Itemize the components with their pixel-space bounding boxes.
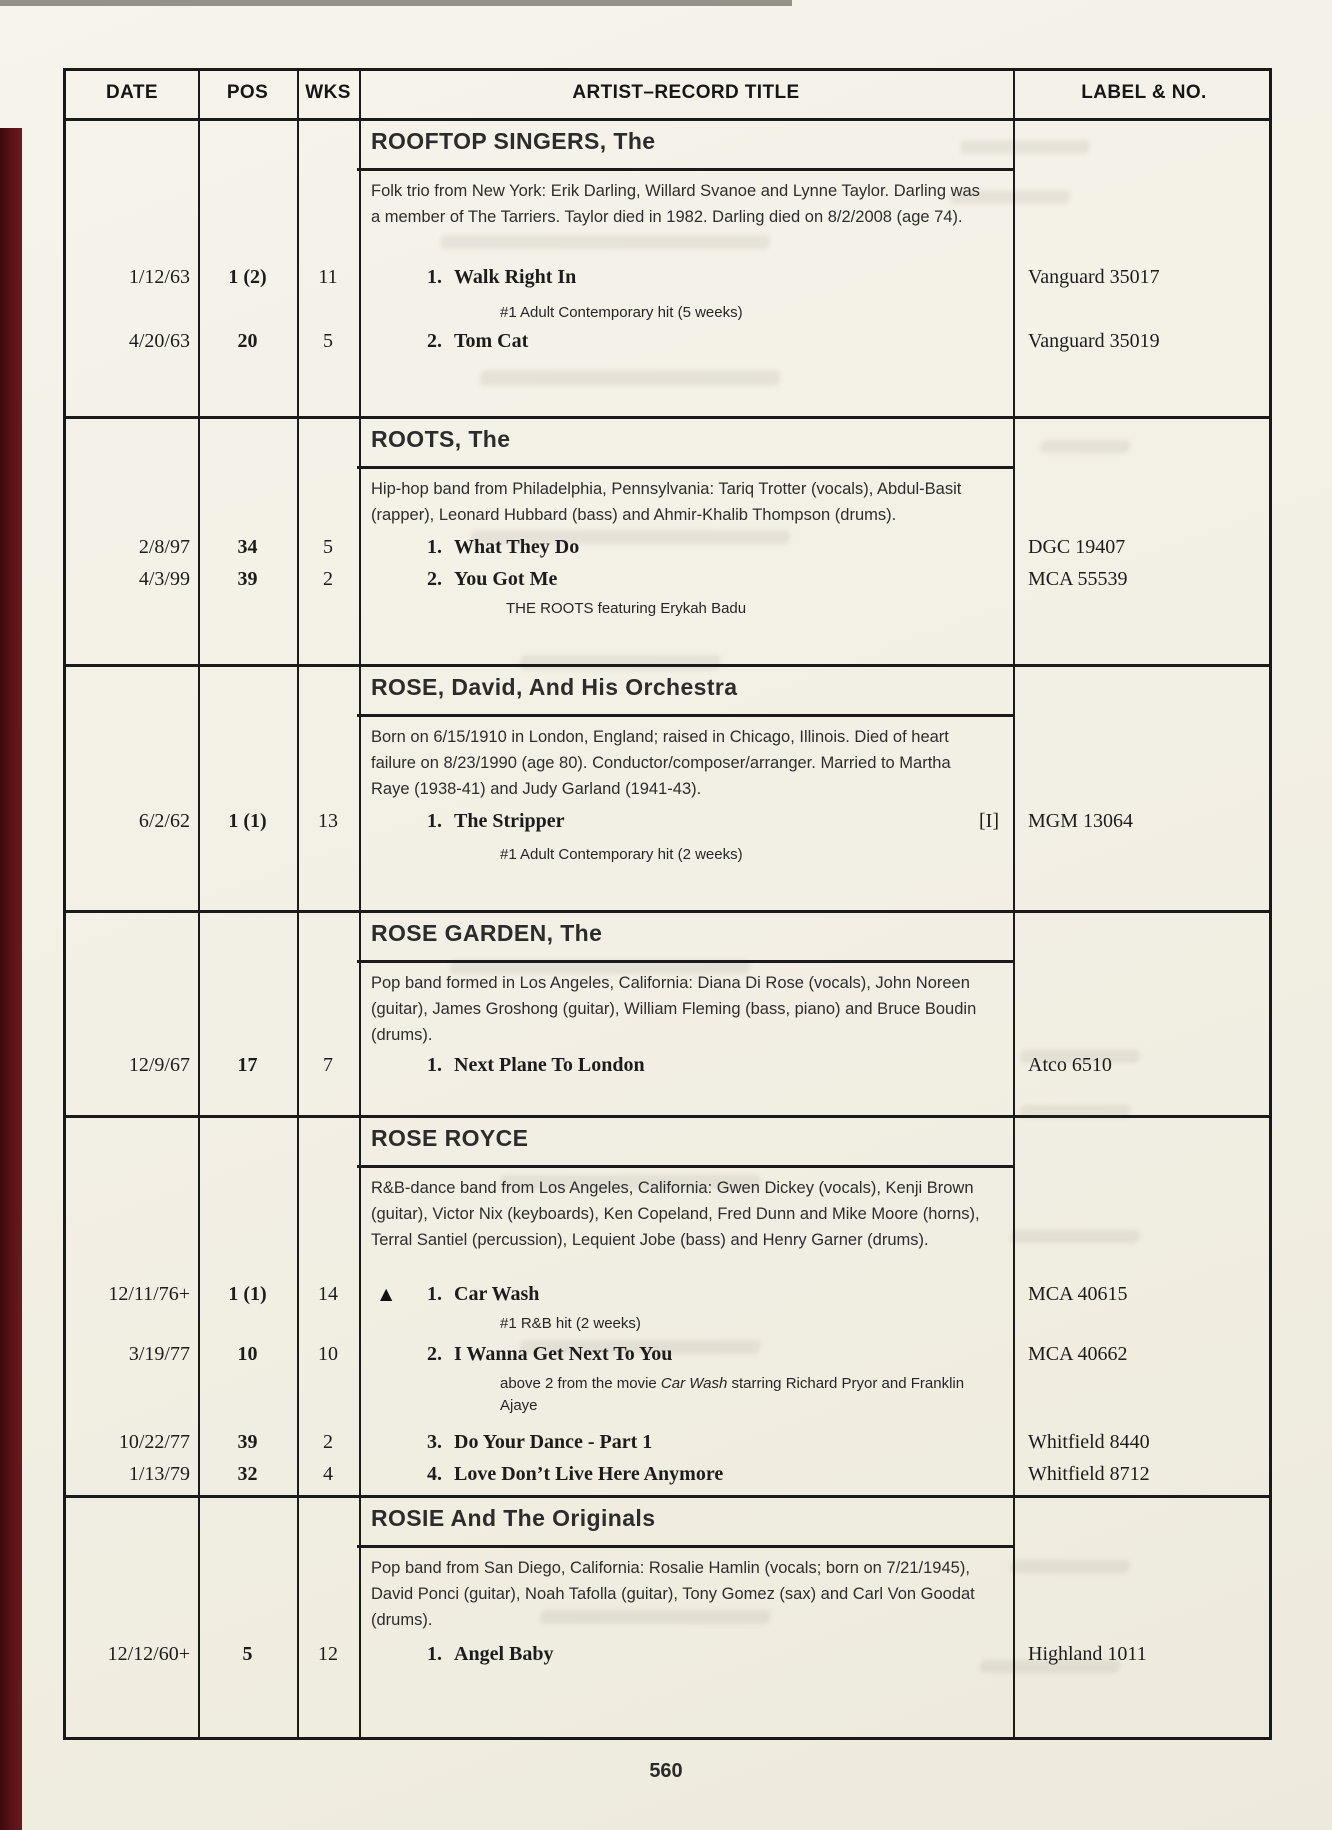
entry-title: Angel Baby: [454, 1643, 554, 1665]
entry-weeks: 11: [318, 266, 338, 288]
entry-peak-position: 34: [237, 536, 258, 558]
entry-row: [66, 1643, 1269, 1671]
artist-name: ROOTS, The: [371, 426, 511, 452]
entry-credit-note: THE ROOTS featuring Erykah Badu: [506, 600, 747, 617]
entry-weeks: 5: [323, 330, 333, 352]
entry-label: DGC 19407: [1028, 536, 1126, 558]
entry-label: MCA 55539: [1028, 568, 1128, 590]
artist-name: ROSE ROYCE: [371, 1125, 529, 1151]
column-header-wks: WKS: [305, 82, 351, 103]
note-text: above 2 from the movie: [500, 1375, 661, 1392]
entry-peak-position: 39: [237, 568, 258, 590]
artist-name: ROOFTOP SINGERS, The: [371, 128, 656, 154]
entry-peak-position: 1 (2): [228, 266, 267, 288]
platinum-triangle-icon: ▲: [380, 1284, 393, 1303]
entry-label: MCA 40615: [1028, 1283, 1128, 1305]
entry-label: Highland 1011: [1028, 1643, 1147, 1665]
entry-date: 4/3/99: [138, 568, 190, 590]
artist-section-rosie-originals: [66, 1495, 1269, 1743]
entry-label: Atco 6510: [1028, 1054, 1112, 1076]
table-header-row: [66, 71, 1269, 118]
column-header-pos: POS: [226, 82, 269, 103]
entry-number: 2.: [427, 568, 442, 590]
entry-label: Whitfield 8712: [1028, 1463, 1150, 1485]
entry-weeks: 14: [318, 1283, 338, 1305]
entry-note: #1 Adult Contemporary hit (5 weeks): [500, 304, 743, 321]
entry-label: Vanguard 35019: [1028, 330, 1160, 352]
artist-underline: [357, 714, 1013, 717]
chart-data-table: [63, 68, 1272, 1740]
note-text: starring Richard Pryor and Franklin Ajaye: [500, 1375, 965, 1414]
artist-bio: Hip-hop band from Philadelphia, Pennsylvania: Tariq Trotter (vocals), Abdul-Basit (rapper), Leonard Hubbard (bass) and Ahmir-Khalib Thompson (drums).: [371, 480, 962, 524]
artist-underline: [357, 1165, 1013, 1168]
entry-number: 1.: [427, 536, 442, 558]
entry-title: The Stripper: [454, 810, 565, 832]
entry-number: 3.: [427, 1431, 442, 1453]
entry-row: [66, 810, 1269, 838]
entry-number: 1.: [427, 1643, 442, 1665]
entry-note: #1 Adult Contemporary hit (2 weeks): [500, 846, 743, 863]
entry-title: What They Do: [454, 536, 580, 558]
artist-section-rose-garden: [66, 910, 1269, 1115]
artist-bio: R&B-dance band from Los Angeles, California: Gwen Dickey (vocals), Kenji Brown (guitar), Victor Nix (keyboards), Ken Copeland, Fred Dunn and Mike Moore (horns), Terral Santiel (percussion), Lequient Jobe (bass) and Henry Garner (drums).: [371, 1179, 980, 1249]
entry-row: [66, 1343, 1269, 1371]
entry-number: 4.: [427, 1463, 442, 1485]
entry-row: [66, 1054, 1269, 1082]
entry-date: 2/8/97: [138, 536, 190, 558]
entry-date: 6/2/62: [138, 810, 190, 832]
entry-peak-position: 17: [237, 1054, 258, 1076]
entry-peak-position: 20: [237, 330, 258, 352]
entry-peak-position: 1 (1): [228, 810, 267, 832]
artist-section-roots: [66, 416, 1269, 664]
entry-title: Walk Right In: [454, 266, 577, 288]
entry-title: I Wanna Get Next To You: [454, 1343, 673, 1365]
scan-edge-left-strip: [0, 128, 22, 1830]
artist-underline: [357, 466, 1013, 469]
entry-date: 1/13/79: [128, 1463, 190, 1485]
entry-label: Vanguard 35017: [1028, 266, 1160, 288]
entry-row: [66, 330, 1269, 358]
entry-weeks: 10: [318, 1343, 338, 1365]
note-movie-title: Car Wash: [660, 1375, 728, 1392]
scan-edge-top-line: [0, 0, 792, 6]
entry-label: Whitfield 8440: [1028, 1431, 1150, 1453]
artist-bio: Pop band from San Diego, California: Rosalie Hamlin (vocals; born on 7/21/1945), David Ponci (guitar), Noah Tafolla (guitar), Tony Gomez (sax) and Carl Von Goodat (drums).: [371, 1559, 975, 1629]
artist-name: ROSIE And The Originals: [371, 1505, 656, 1531]
entry-row: [66, 1431, 1269, 1459]
entry-row: [66, 1283, 1269, 1311]
artist-underline: [357, 960, 1013, 963]
column-header-date: DATE: [106, 82, 158, 103]
entry-number: 1.: [427, 1054, 442, 1076]
entry-label: MCA 40662: [1028, 1343, 1128, 1365]
entry-title: Do Your Dance - Part 1: [454, 1431, 653, 1453]
artist-bio: Folk trio from New York: Erik Darling, Willard Svanoe and Lynne Taylor. Darling was a member of The Tarriers. Taylor died in 1982. Darling died on 8/2/2008 (age 74).: [371, 182, 980, 226]
entry-date: 12/9/67: [128, 1054, 190, 1076]
column-header-artist: ARTIST–RECORD TITLE: [572, 82, 800, 103]
entry-label: MGM 13064: [1028, 810, 1134, 832]
artist-section-rooftop-singers: [66, 118, 1269, 416]
entry-weeks: 4: [323, 1463, 333, 1485]
artist-underline: [357, 1545, 1013, 1548]
entry-title: Tom Cat: [454, 330, 529, 352]
column-header-label: LABEL & NO.: [1081, 82, 1207, 103]
artist-name: ROSE, David, And His Orchestra: [371, 674, 738, 700]
entry-row: [66, 266, 1269, 294]
entry-peak-position: 1 (1): [228, 1283, 267, 1305]
entry-note: #1 R&B hit (2 weeks): [500, 1315, 641, 1332]
artist-section-rose-royce: [66, 1115, 1269, 1495]
artist-section-rose-david: [66, 664, 1269, 910]
artist-underline: [357, 168, 1013, 171]
entry-title: Car Wash: [454, 1283, 540, 1305]
entry-peak-position: 10: [237, 1343, 258, 1365]
entry-date: 10/22/77: [118, 1431, 190, 1453]
instrumental-tag: [I]: [979, 810, 999, 832]
entry-title: You Got Me: [454, 568, 558, 590]
artist-bio: Pop band formed in Los Angeles, California: Diana Di Rose (vocals), John Noreen (guitar), James Groshong (guitar), William Fleming (bass, piano) and Bruce Boudin (drums).: [371, 974, 977, 1044]
artist-name: ROSE GARDEN, The: [371, 920, 603, 946]
page-number: 560: [649, 1760, 683, 1782]
entry-peak-position: 39: [237, 1431, 258, 1453]
entry-number: 2.: [427, 1343, 442, 1365]
entry-title: Love Don’t Live Here Anymore: [454, 1463, 724, 1485]
entry-row: [66, 568, 1269, 596]
entry-weeks: 2: [323, 568, 333, 590]
entry-date: 1/12/63: [128, 266, 190, 288]
entry-weeks: 7: [323, 1054, 333, 1076]
entry-row: [66, 536, 1269, 564]
entry-number: 1.: [427, 1283, 442, 1305]
entry-date: 4/20/63: [128, 330, 190, 352]
entry-date: 12/11/76+: [108, 1283, 190, 1305]
entry-number: 1.: [427, 266, 442, 288]
entry-date: 3/19/77: [128, 1343, 190, 1365]
entry-number: 1.: [427, 810, 442, 832]
entry-weeks: 2: [323, 1431, 333, 1453]
entry-number: 2.: [427, 330, 442, 352]
entry-weeks: 5: [323, 536, 333, 558]
entry-peak-position: 5: [242, 1643, 253, 1665]
entry-movie-note: [500, 1373, 970, 1417]
entry-date: 12/12/60+: [107, 1643, 190, 1665]
entry-row: [66, 1463, 1269, 1491]
entry-weeks: 13: [318, 810, 338, 832]
artist-bio: Born on 6/15/1910 in London, England; raised in Chicago, Illinois. Died of heart failure on 8/23/1990 (age 80). Conductor/composer/arranger. Married to Martha Raye (1938-41) and Judy Garland (1941-43).: [371, 728, 951, 798]
entry-weeks: 12: [318, 1643, 338, 1665]
entry-peak-position: 32: [237, 1463, 258, 1485]
entry-title: Next Plane To London: [454, 1054, 645, 1076]
